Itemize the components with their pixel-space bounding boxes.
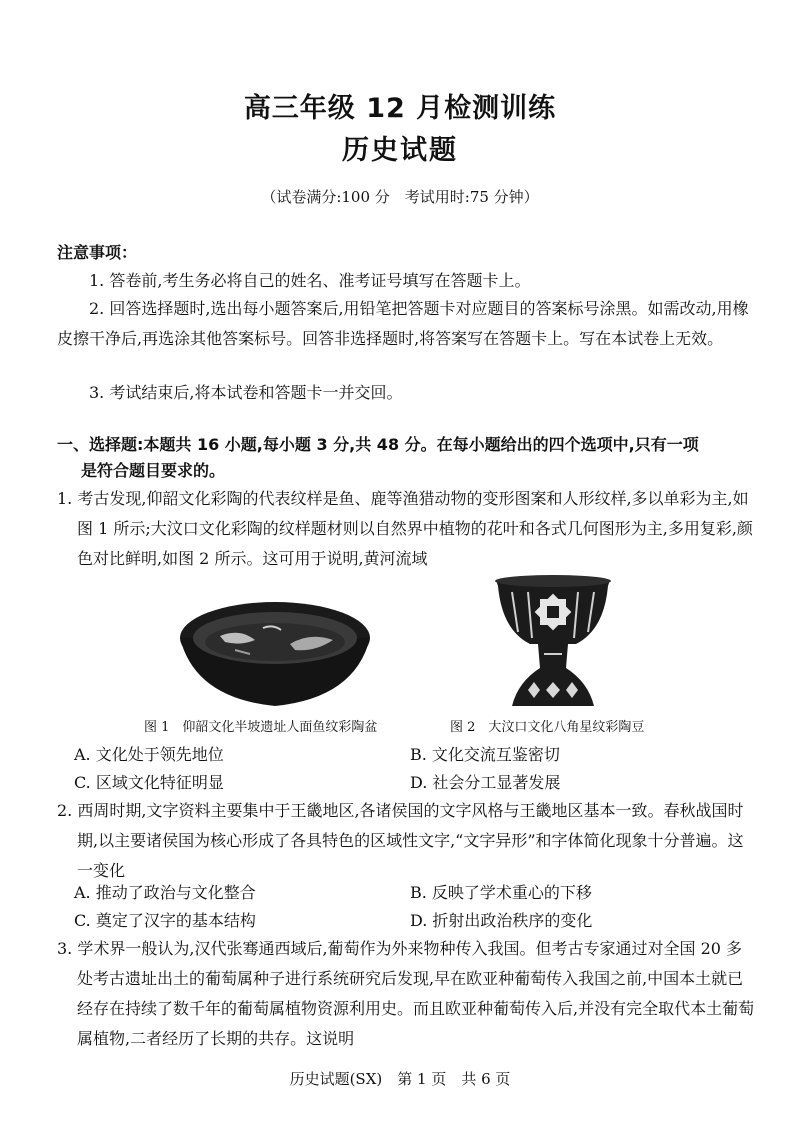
section-heading-line2: 是符合题目要求的。: [81, 461, 226, 480]
question-3-text: 3. 学术界一般认为,汉代张骞通西域后,葡萄作为外来物种传入我国。但考古专家通过对全国 20 多处考古遗址出土的葡萄属种子进行系统研究后发现,早在欧亚种葡萄传入我国之前,中国本土就已经存在持续了数千年的葡萄属植物资源利用史。而且欧亚种葡萄传入后,并没有完全取代本土葡萄属植物,二者经历了长期的共存。这说明: [57, 939, 755, 1048]
exam-title: 高三年级 12 月检测训练: [243, 93, 557, 124]
question-2-text: 2. 西周时期,文字资料主要集中于王畿地区,各诸侯国的文字风格与王畿地区基本一致。春秋战国时期,以主要诸侯国为核心形成了各具特色的区域性文字,“文字异形”和字体简化现象十分普遍。这一变化: [57, 801, 744, 880]
figure-1-basin-image: [175, 598, 375, 710]
question-1: [57, 484, 757, 574]
notice-item-2: 2. 回答选择题时,选出每小题答案后,用铅笔把答题卡对应题目的答案标号涂黑。如需改动,用橡皮擦干净后,再选涂其他答案标号。回答非选择题时,将答案写在答题卡上。写在本试卷上无效。: [57, 299, 749, 348]
figure-1-caption: 图 1 仰韶文化半坡遗址人面鱼纹彩陶盆: [144, 720, 378, 735]
question-2-option-d[interactable]: D. 折射出政治秩序的变化: [410, 911, 593, 930]
question-2-option-a[interactable]: A. 推动了政治与文化整合: [74, 883, 256, 902]
question-1-text: 1. 考古发现,仰韶文化彩陶的代表纹样是鱼、鹿等渔猎动物的变形图案和人形纹样,多以单彩为主,如图 1 所示;大汶口文化彩陶的纹样题材则以自然界中植物的花叶和各式几何图形为主,多用复彩,颜色对比鲜明,如图 2 所示。这可用于说明,黄河流域: [57, 489, 753, 568]
page-footer: 历史试题(SX) 第 1 页 共 6 页: [289, 1070, 511, 1088]
question-1-option-d[interactable]: D. 社会分工显著发展: [410, 773, 561, 792]
figure-2-pedestal-bowl-image: [488, 572, 618, 710]
exam-meta: （试卷满分:100 分 考试用时:75 分钟）: [261, 188, 539, 206]
notice-item-1: 1. 答卷前,考生务必将自己的姓名、准考证号填写在答题卡上。: [89, 271, 531, 290]
notice-item-3: 3. 考试结束后,将本试卷和答题卡一并交回。: [89, 383, 403, 402]
question-1-option-b[interactable]: B. 文化交流互鉴密切: [410, 745, 560, 764]
question-2-option-c[interactable]: C. 奠定了汉字的基本结构: [74, 911, 256, 930]
question-1-option-c[interactable]: C. 区域文化特征明显: [74, 773, 224, 792]
figure-2-caption: 图 2 大汶口文化八角星纹彩陶豆: [450, 720, 645, 735]
notice-heading: 注意事项：: [57, 243, 138, 262]
question-1-option-a[interactable]: A. 文化处于领先地位: [74, 745, 224, 764]
question-2-option-b[interactable]: B. 反映了学术重心的下移: [410, 883, 592, 902]
question-2: [57, 796, 757, 886]
exam-subtitle: 历史试题: [342, 135, 458, 166]
section-heading-line1: 一、选择题:本题共 16 小题,每小题 3 分,共 48 分。在每小题给出的四个选项中,只有一项: [57, 435, 699, 454]
question-3: [57, 934, 757, 1054]
